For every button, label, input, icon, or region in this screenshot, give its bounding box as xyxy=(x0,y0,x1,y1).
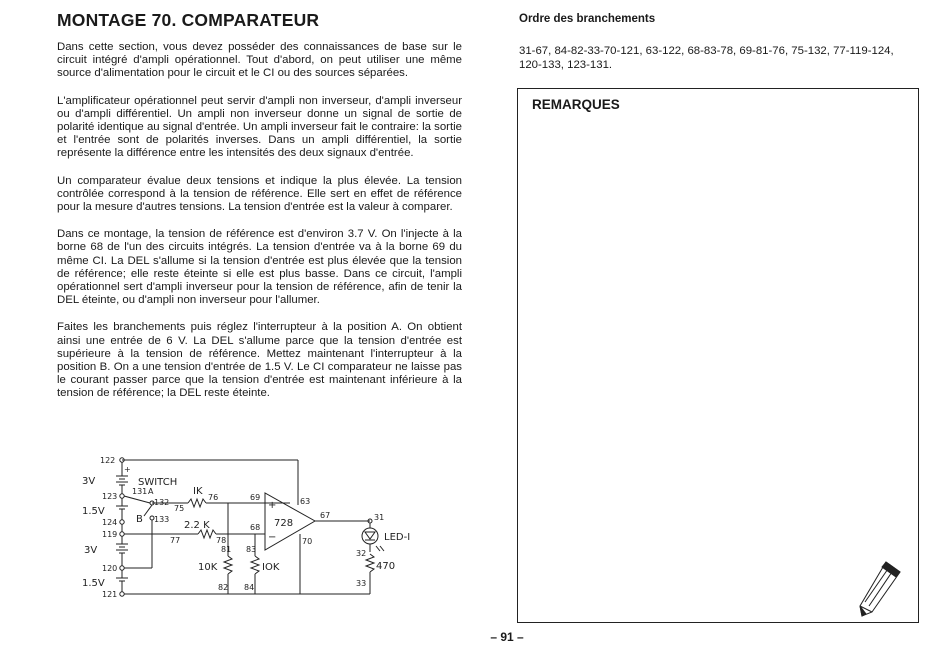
label-69: 69 xyxy=(250,493,261,502)
label-83: 83 xyxy=(246,545,257,554)
label-728: 728 xyxy=(274,518,294,529)
page-number: – 91 – xyxy=(490,630,524,644)
label-119: 119 xyxy=(102,530,118,539)
label-10k-b: IOK xyxy=(262,562,280,573)
text-column xyxy=(57,10,462,415)
label-470: 470 xyxy=(376,561,396,572)
label-67: 67 xyxy=(320,511,331,520)
label-2-2k: 2.2 K xyxy=(184,520,210,531)
label-switch: SWITCH xyxy=(138,477,178,488)
label-b: B xyxy=(136,514,143,525)
connections-heading: Ordre des branchements xyxy=(519,13,656,25)
label-led: LED-I xyxy=(384,532,410,543)
label-32: 32 xyxy=(356,549,367,558)
label-77: 77 xyxy=(170,536,181,545)
label-1k: IK xyxy=(193,486,203,497)
page-title: MONTAGE 70. COMPARATEUR xyxy=(57,10,320,30)
label-plus: + xyxy=(268,500,277,511)
label-121: 121 xyxy=(102,590,118,599)
label-70: 70 xyxy=(302,537,313,546)
pencil-icon xyxy=(856,558,904,620)
label-31: 31 xyxy=(374,513,385,522)
paragraph-5: Faites les branchements puis réglez l'interrupteur à la position A. On obtient ainsi une entrée de 6 V. La DEL s'allume parce que la tension d'entrée est supérieure à la tension de référence. Mettez maintenant l'interrupteur à la position B. On a une tension d'entrée de 1.5 V. Le CI comparateur ne laisse pas le courant passer parce que la tension d'entrée est maintenant inférieure à la tension de référence; la DEL reste éteinte. xyxy=(57,321,462,400)
label-63: 63 xyxy=(300,497,311,506)
label-131: 131 xyxy=(132,487,148,496)
label-33: 33 xyxy=(356,579,367,588)
remarks-box xyxy=(517,88,919,623)
paragraph-4: Dans ce montage, la tension de référence est d'environ 3.7 V. On l'injecte à la borne 68 de l'un des circuits intégrés. La tension d'entrée va à la borne 69 du même CI. La DEL s'allume si la tension d'entrée est plus élevée que la tension de référence; elle reste éteinte si elle est plus basse. Dans ce circuit, l'ampli opérationnel sert d'ampli inverseur pour la tension de référence, afin de tenir la DEL éteinte, ou d'ampli non inverseur pour l'allumer. xyxy=(57,228,462,307)
label-plus-top: + xyxy=(124,465,131,474)
label-78: 78 xyxy=(216,536,227,545)
paragraph-3: Un comparateur évalue deux tensions et indique la plus élevée. La tension contrôlée correspond à la tension de référence. Elle sert en effet de référence pour la mesure d'autres tensions. La tension d'entrée est la valeur à comparer. xyxy=(57,174,462,214)
paragraph-2: L'amplificateur opérationnel peut servir d'ampli non inverseur, d'ampli inverseur ou d'ampli différentiel. Un ampli non inverseur donne un signal de sortie de polarité identique au signal d'entrée. Un ampli inverseur fait le contraire: la sortie et l'entrée sont de polarités inverses. Dans un ampli différentiel, la sortie représente la différence entre les intensités des deux signaux d'entrée. xyxy=(57,94,462,160)
label-84: 84 xyxy=(244,583,255,592)
label-133: 133 xyxy=(154,515,170,524)
label-81: 81 xyxy=(221,545,232,554)
label-123: 123 xyxy=(102,492,118,501)
comparator-schematic xyxy=(80,448,410,613)
remarks-title: REMARQUES xyxy=(532,97,620,112)
paragraph-1: Dans cette section, vous devez posséder des connaissances de base sur le circuit intégré d'ampli opérationnel. Tout d'abord, on peut utiliser une même source d'alimentation pour le circuit et le CI ou des sources séparées. xyxy=(57,41,462,80)
label-1-5v-b: 1.5V xyxy=(82,578,105,589)
label-124: 124 xyxy=(102,518,118,527)
label-1-5v-a: 1.5V xyxy=(82,506,105,517)
label-75: 75 xyxy=(174,504,185,513)
label-68: 68 xyxy=(250,523,261,532)
label-3v-a: 3V xyxy=(82,476,96,487)
label-120: 120 xyxy=(102,564,118,573)
label-10k-a: 10K xyxy=(198,562,218,573)
label-82: 82 xyxy=(218,583,229,592)
label-76: 76 xyxy=(208,493,219,502)
label-a: A xyxy=(148,487,154,496)
label-122: 122 xyxy=(100,456,116,465)
label-3v-b: 3V xyxy=(84,545,98,556)
connections-list: 31-67, 84-82-33-70-121, 63-122, 68-83-78, 69-81-76, 75-132, 77-119-124, 120-133, 123-131. xyxy=(519,45,894,71)
label-132: 132 xyxy=(154,498,170,507)
label-minus: − xyxy=(268,532,277,543)
